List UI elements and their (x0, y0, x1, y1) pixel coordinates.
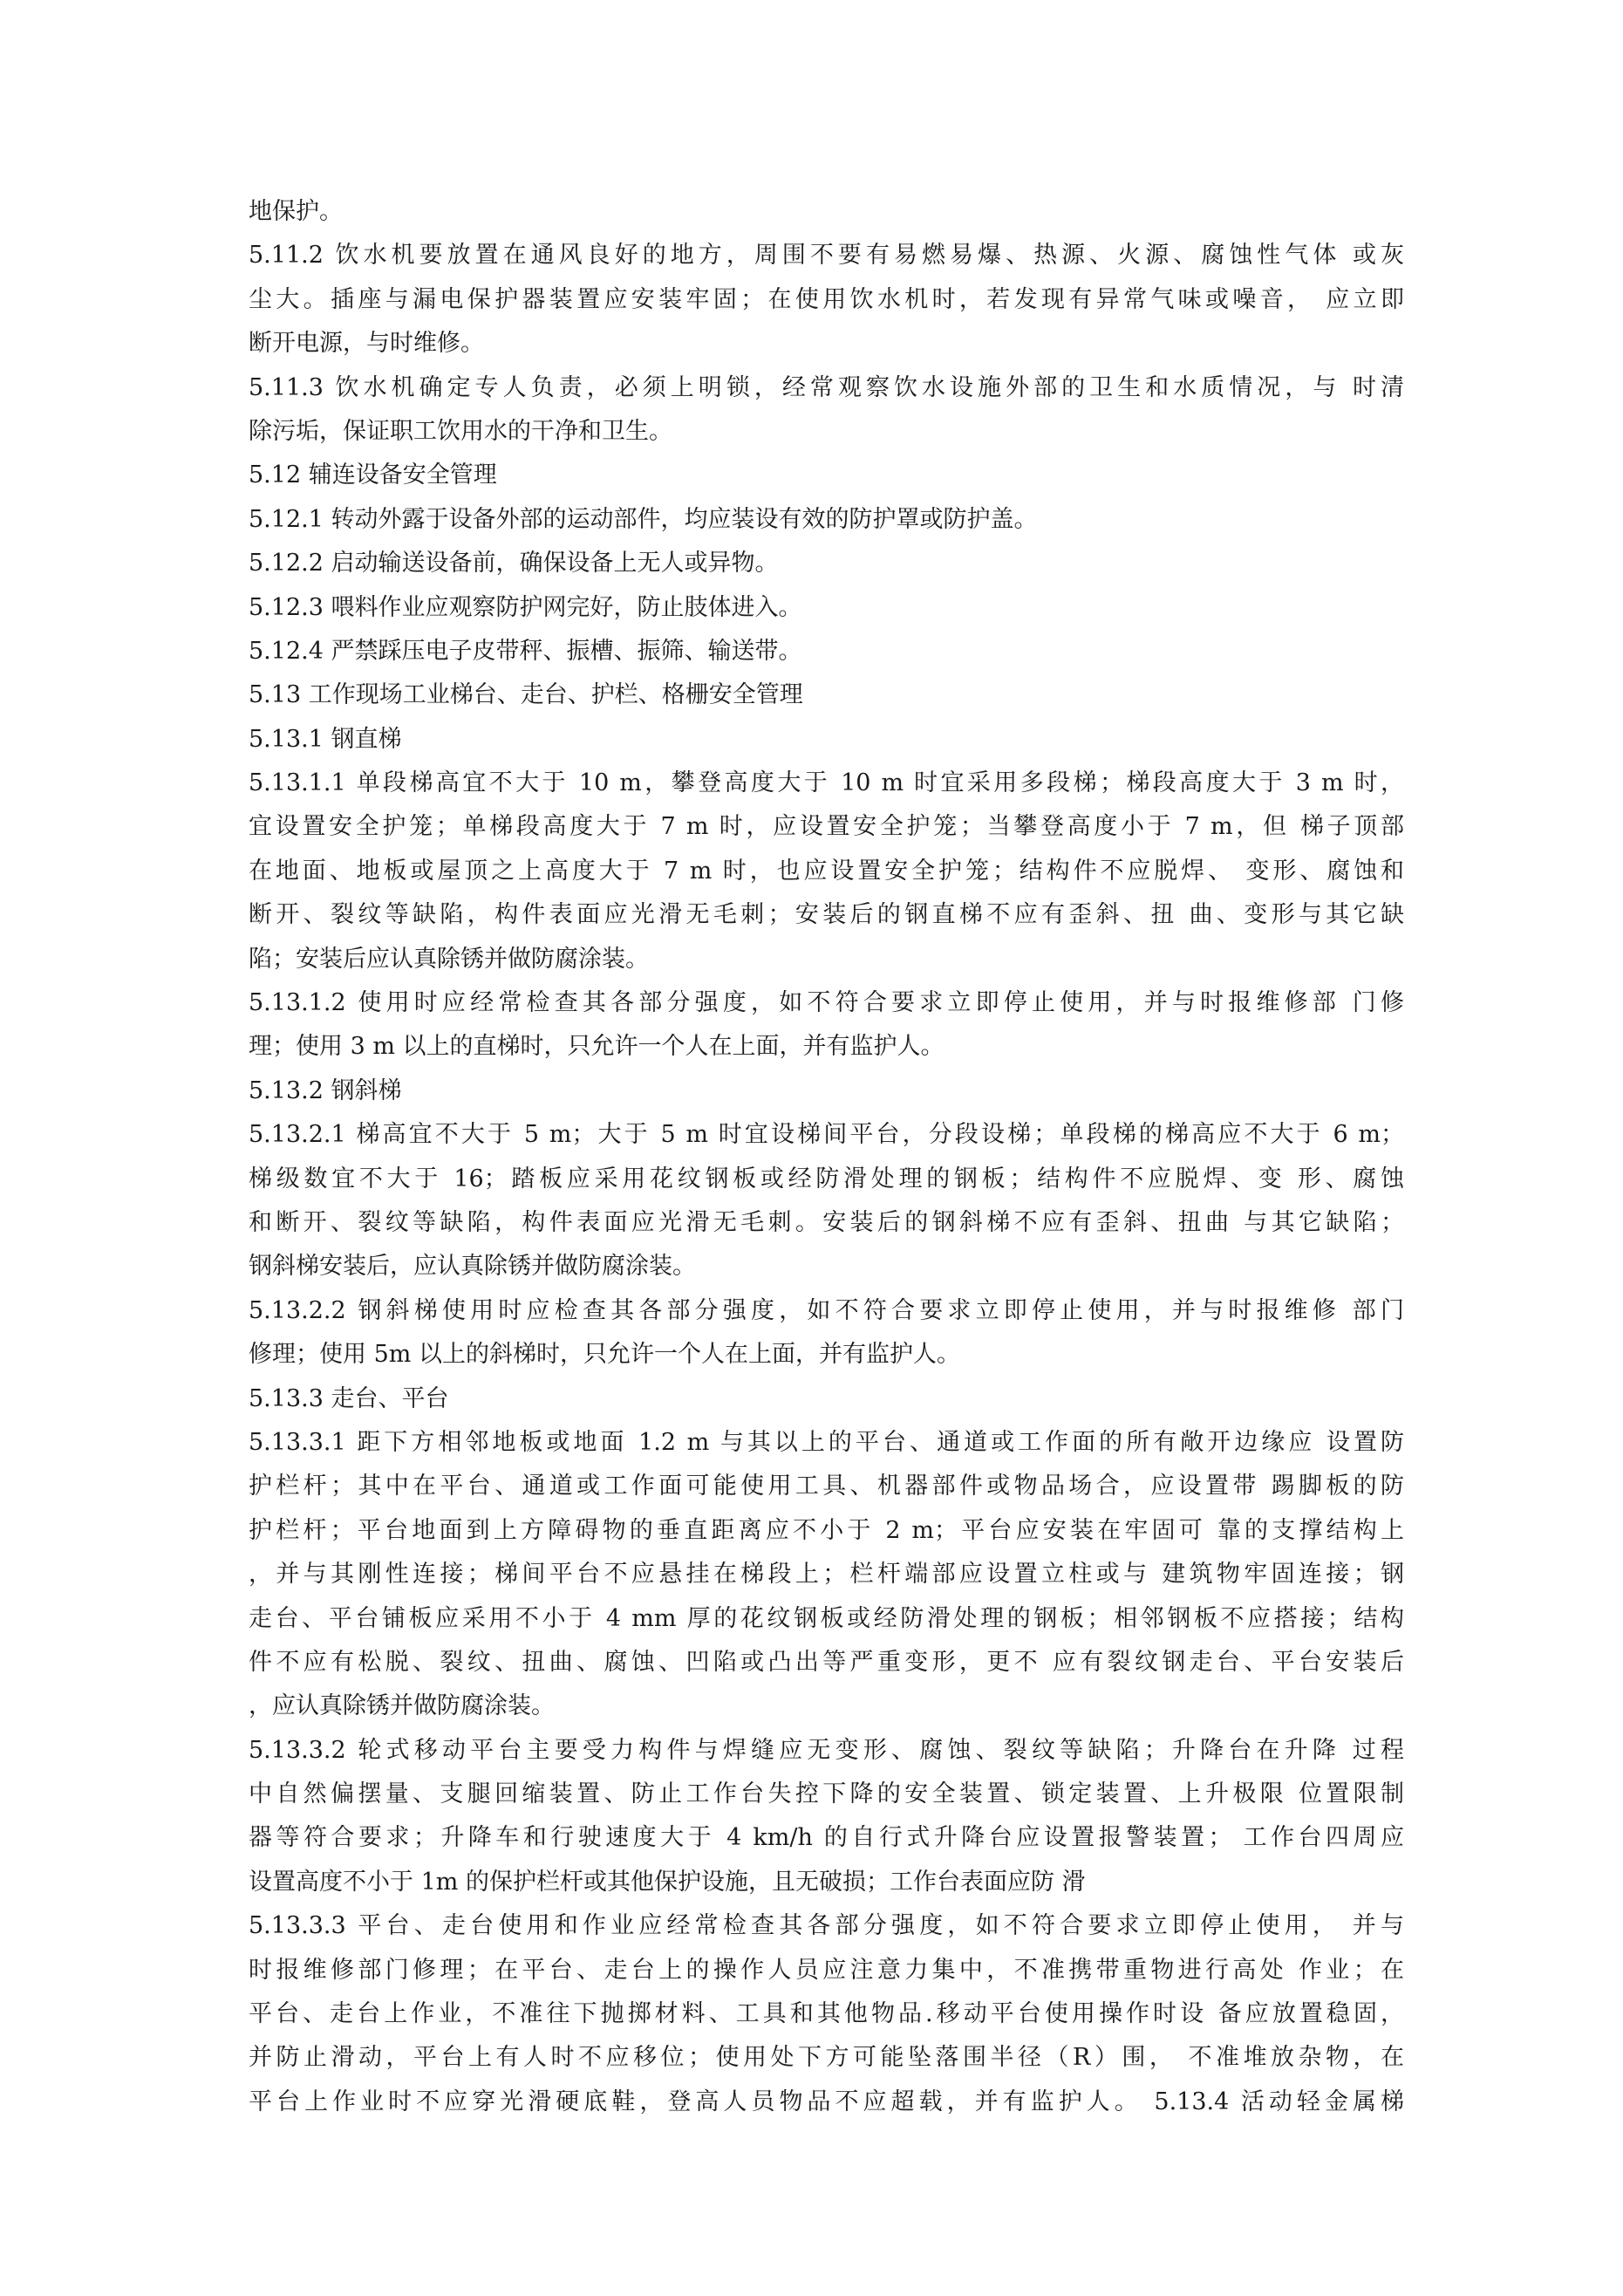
text-line: 钢斜梯安装后，应认真除锈并做防腐涂装。 (249, 1253, 696, 1281)
text-line: 5.13.3 走台、平台 (249, 1384, 449, 1412)
text-line: 5.13.3.2 轮式移动平台主要受力构件与焊缝应无变形、腐蚀、裂纹等缺陷；升降台在升降 过程 (249, 1736, 1404, 1764)
text-line: 断开、裂纹等缺陷，构件表面应光滑无毛刺；安装后的钢直梯不应有歪斜、扭 曲、变形与其它缺 (249, 901, 1404, 929)
text-line: 5.13.1.2 使用时应经常检查其各部分强度，如不符合要求立即停止使用，并与时报维修部 门修 (249, 989, 1404, 1017)
text-line: 件不应有松脱、裂纹、扭曲、腐蚀、凹陷或凸出等严重变形，更不 应有裂纹钢走台、平台安装后 (249, 1648, 1404, 1676)
text-line: 除污垢，保证职工饮用水的干净和卫生。 (249, 417, 672, 445)
text-line: 设置高度不小于 1m 的保护栏杆或其他保护设施，且无破损；工作台表面应防 滑 (249, 1868, 1086, 1896)
text-line: ，并与其刚性连接；梯间平台不应悬挂在梯段上；栏杆端部应设置立柱或与 建筑物牢固连接；钢 (249, 1561, 1404, 1589)
text-line: 梯级数宜不大于 16；踏板应采用花纹钢板或经防滑处理的钢板；结构件不应脱焊、变 形、腐蚀 (249, 1165, 1404, 1192)
text-line: 地保护。 (249, 198, 343, 225)
document-page (249, 190, 1404, 2124)
text-line: 5.11.2 饮水机要放置在通风良好的地方，周围不要有易燃易爆、热源、火源、腐蚀性气体 或灰 (249, 242, 1404, 270)
text-line: 5.13.3.1 距下方相邻地板或地面 1.2 m 与其以上的平台、通道或工作面的所有敞开边缘应 设置防 (249, 1428, 1404, 1456)
text-line: 护栏杆；其中在平台、通道或工作面可能使用工具、机器部件或物品场合，应设置带 踢脚板的防 (249, 1473, 1404, 1500)
text-line: 5.12.2 启动输送设备前，确保设备上无人或异物。 (249, 550, 779, 577)
text-line: 5.13.1.1 单段梯高宜不大于 10 m，攀登高度大于 10 m 时宜采用多段梯；梯段高度大于 3 m 时， (249, 769, 1404, 797)
text-line: 断开电源，与时维修。 (249, 330, 484, 358)
text-line: 5.13.2.2 钢斜梯使用时应检查其各部分强度，如不符合要求立即停止使用，并与时报维修 部门 (249, 1296, 1404, 1324)
text-line: 5.13.1 钢直梯 (249, 725, 402, 753)
text-line: 5.11.3 饮水机确定专人负责，必须上明锁，经常观察饮水设施外部的卫生和水质情况，与 时清 (249, 373, 1404, 401)
text-line: 陷；安装后应认真除锈并做防腐涂装。 (249, 945, 649, 973)
text-line: 在地面、地板或屋顶之上高度大于 7 m 时，也应设置安全护笼；结构件不应脱焊、 变形、腐蚀和 (249, 857, 1404, 885)
text-line: 平台上作业时不应穿光滑硬底鞋，登高人员物品不应超载，并有监护人。 5.13.4 活动轻金属梯 (249, 2088, 1404, 2115)
text-line: 宜设置安全护笼；单梯段高度大于 7 m 时，应设置安全护笼；当攀登高度小于 7 m，但 梯子顶部 (249, 813, 1404, 841)
text-line: 5.13.2.1 梯高宜不大于 5 m；大于 5 m 时宜设梯间平台，分段设梯；单段梯的梯高应不大于 6 m； (249, 1121, 1404, 1149)
text-line: 尘大。插座与漏电保护器装置应安装牢固；在使用饮水机时，若发现有异常气味或噪音， 应立即 (249, 285, 1404, 313)
text-line: 5.12.4 严禁踩压电子皮带秤、振槽、振筛、输送带。 (249, 637, 802, 665)
text-line: 5.12.1 转动外露于设备外部的运动部件，均应装设有效的防护罩或防护盖。 (249, 505, 1038, 533)
text-line: 5.13 工作现场工业梯台、走台、护栏、格栅安全管理 (249, 681, 803, 709)
text-line: ，应认真除锈并做防腐涂装。 (249, 1692, 555, 1720)
text-line: 5.13.2 钢斜梯 (249, 1076, 402, 1104)
text-line: 和断开、裂纹等缺陷，构件表面应光滑无毛刺。安装后的钢斜梯不应有歪斜、扭曲 与其它缺陷； (249, 1208, 1404, 1236)
text-line: 护栏杆；平台地面到上方障碍物的垂直距离应不小于 2 m；平台应安装在牢固可 靠的支撑结构上 (249, 1516, 1404, 1544)
text-line: 平台、走台上作业，不准往下抛掷材料、工具和其他物品.移动平台使用操作时设 备应放置稳固， (249, 2000, 1404, 2028)
text-line: 修理；使用 5m 以上的斜梯时，只允许一个人在上面，并有监护人。 (249, 1341, 960, 1369)
text-line: 时报维修部门修理；在平台、走台上的操作人员应注意力集中，不准携带重物进行高处 作业；在 (249, 1956, 1404, 1984)
text-line: 中自然偏摆量、支腿回缩装置、防止工作台失控下降的安全装置、锁定装置、上升极限 位置限制 (249, 1780, 1404, 1808)
text-line: 5.12.3 喂料作业应观察防护网完好，防止肢体进入。 (249, 593, 802, 621)
text-line: 理；使用 3 m 以上的直梯时，只允许一个人在上面，并有监护人。 (249, 1033, 944, 1061)
text-line: 器等符合要求；升降车和行驶速度大于 4 km/h 的自行式升降台应设置报警装置； 工作台四周应 (249, 1824, 1404, 1852)
text-line: 并防止滑动，平台上有人时不应移位；使用处下方可能坠落围半径（R）围， 不准堆放杂物，在 (249, 2044, 1404, 2072)
text-line: 5.13.3.3 平台、走台使用和作业应经常检查其各部分强度，如不符合要求立即停止使用， 并与 (249, 1912, 1404, 1940)
text-line: 走台、平台铺板应采用不小于 4 mm 厚的花纹钢板或经防滑处理的钢板；相邻钢板不应搭接；结构 (249, 1604, 1404, 1632)
text-line: 5.12 辅连设备安全管理 (249, 461, 497, 489)
